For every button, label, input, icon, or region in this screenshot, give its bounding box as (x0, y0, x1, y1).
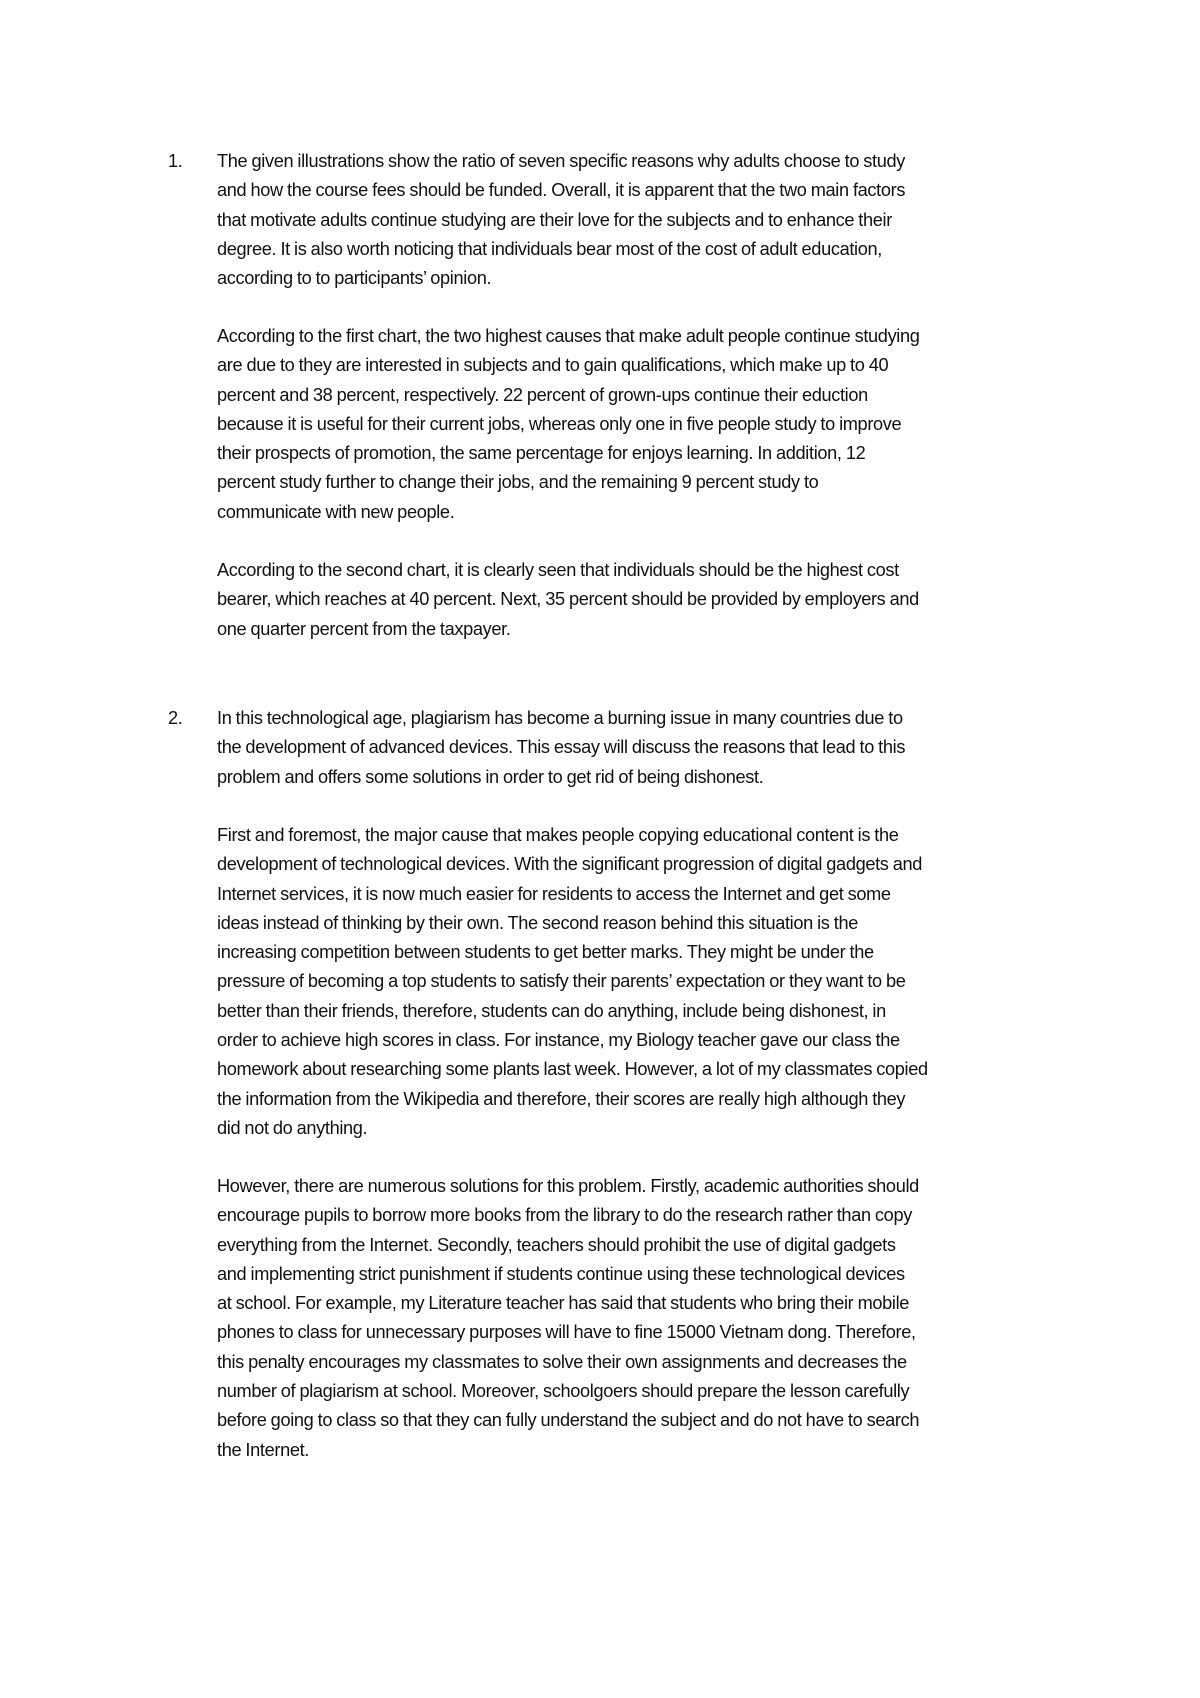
paragraph-1-2: According to the first chart, the two highest causes that make adult people continue studying are due to they are interested in subjects and to gain qualifications, which make up to 40 percent and 38 percent, respectively. 22 percent of grown-ups continue their eduction because it is useful for their current jobs, whereas only one in five people study to improve their prospects of promotion, the same percentage for enjoys learning. In addition, 12 percent study further to change their jobs, and the remaining 9 percent study to communicate with new people. (217, 326, 920, 522)
paragraph-2-2: First and foremost, the major cause that makes people copying educational content is the development of technological devices. With the significant progression of digital gadgets and Internet services, it is now much easier for residents to access the Internet and get some ideas instead of thinking by their own. The second reason behind this situation is the increasing competition between students to get better marks. They might be under the pressure of becoming a top students to satisfy their parents’ expectation or they want to be better than their friends, therefore, students can do anything, include being dishonest, in order to achieve high scores in class. For instance, my Biology teacher gave our class the homework about researching some plants last week. However, a lot of my classmates copied the information from the Wikipedia and therefore, their scores are really high although they did not do anything. (217, 825, 928, 1138)
paragraph-1-3: According to the second chart, it is clearly seen that individuals should be the highest cost bearer, which reaches at 40 percent. Next, 35 percent should be provided by employers and one quarter percent from the taxpayer. (217, 560, 919, 639)
paragraph-2-1: In this technological age, plagiarism has become a burning issue in many countries due to the development of advanced devices. This essay will discuss the reasons that lead to this problem and offers some solutions in order to get rid of being dishonest. (217, 708, 906, 787)
list-number: 2. (168, 708, 183, 728)
list-number: 1. (168, 151, 183, 171)
paragraph-2-3: However, there are numerous solutions for this problem. Firstly, academic authorities should encourage pupils to borrow more books from the library to do the research rather than copy everything from the Internet. Secondly, teachers should prohibit the use of digital gadgets and implementing strict punishment if students continue using these technological devices at school. For example, my Literature teacher has said that students who bring their mobile phones to class for unnecessary purposes will have to fine 15000 Vietnam dong. Therefore, this penalty encourages my classmates to solve their own assignments and decreases the number of plagiarism at school. Moreover, schoolgoers should prepare the lesson carefully before going to class so that they can fully understand the subject and do not have to search the Internet. (217, 1176, 920, 1460)
paragraph-1-1: The given illustrations show the ratio of seven specific reasons why adults choose to study and how the course fees should be funded. Overall, it is apparent that the two main factors that motivate adults continue studying are their love for the subjects and to enhance their degree. It is also worth noticing that individuals bear most of the cost of adult education, according to to participants’ opinion. (217, 151, 906, 289)
